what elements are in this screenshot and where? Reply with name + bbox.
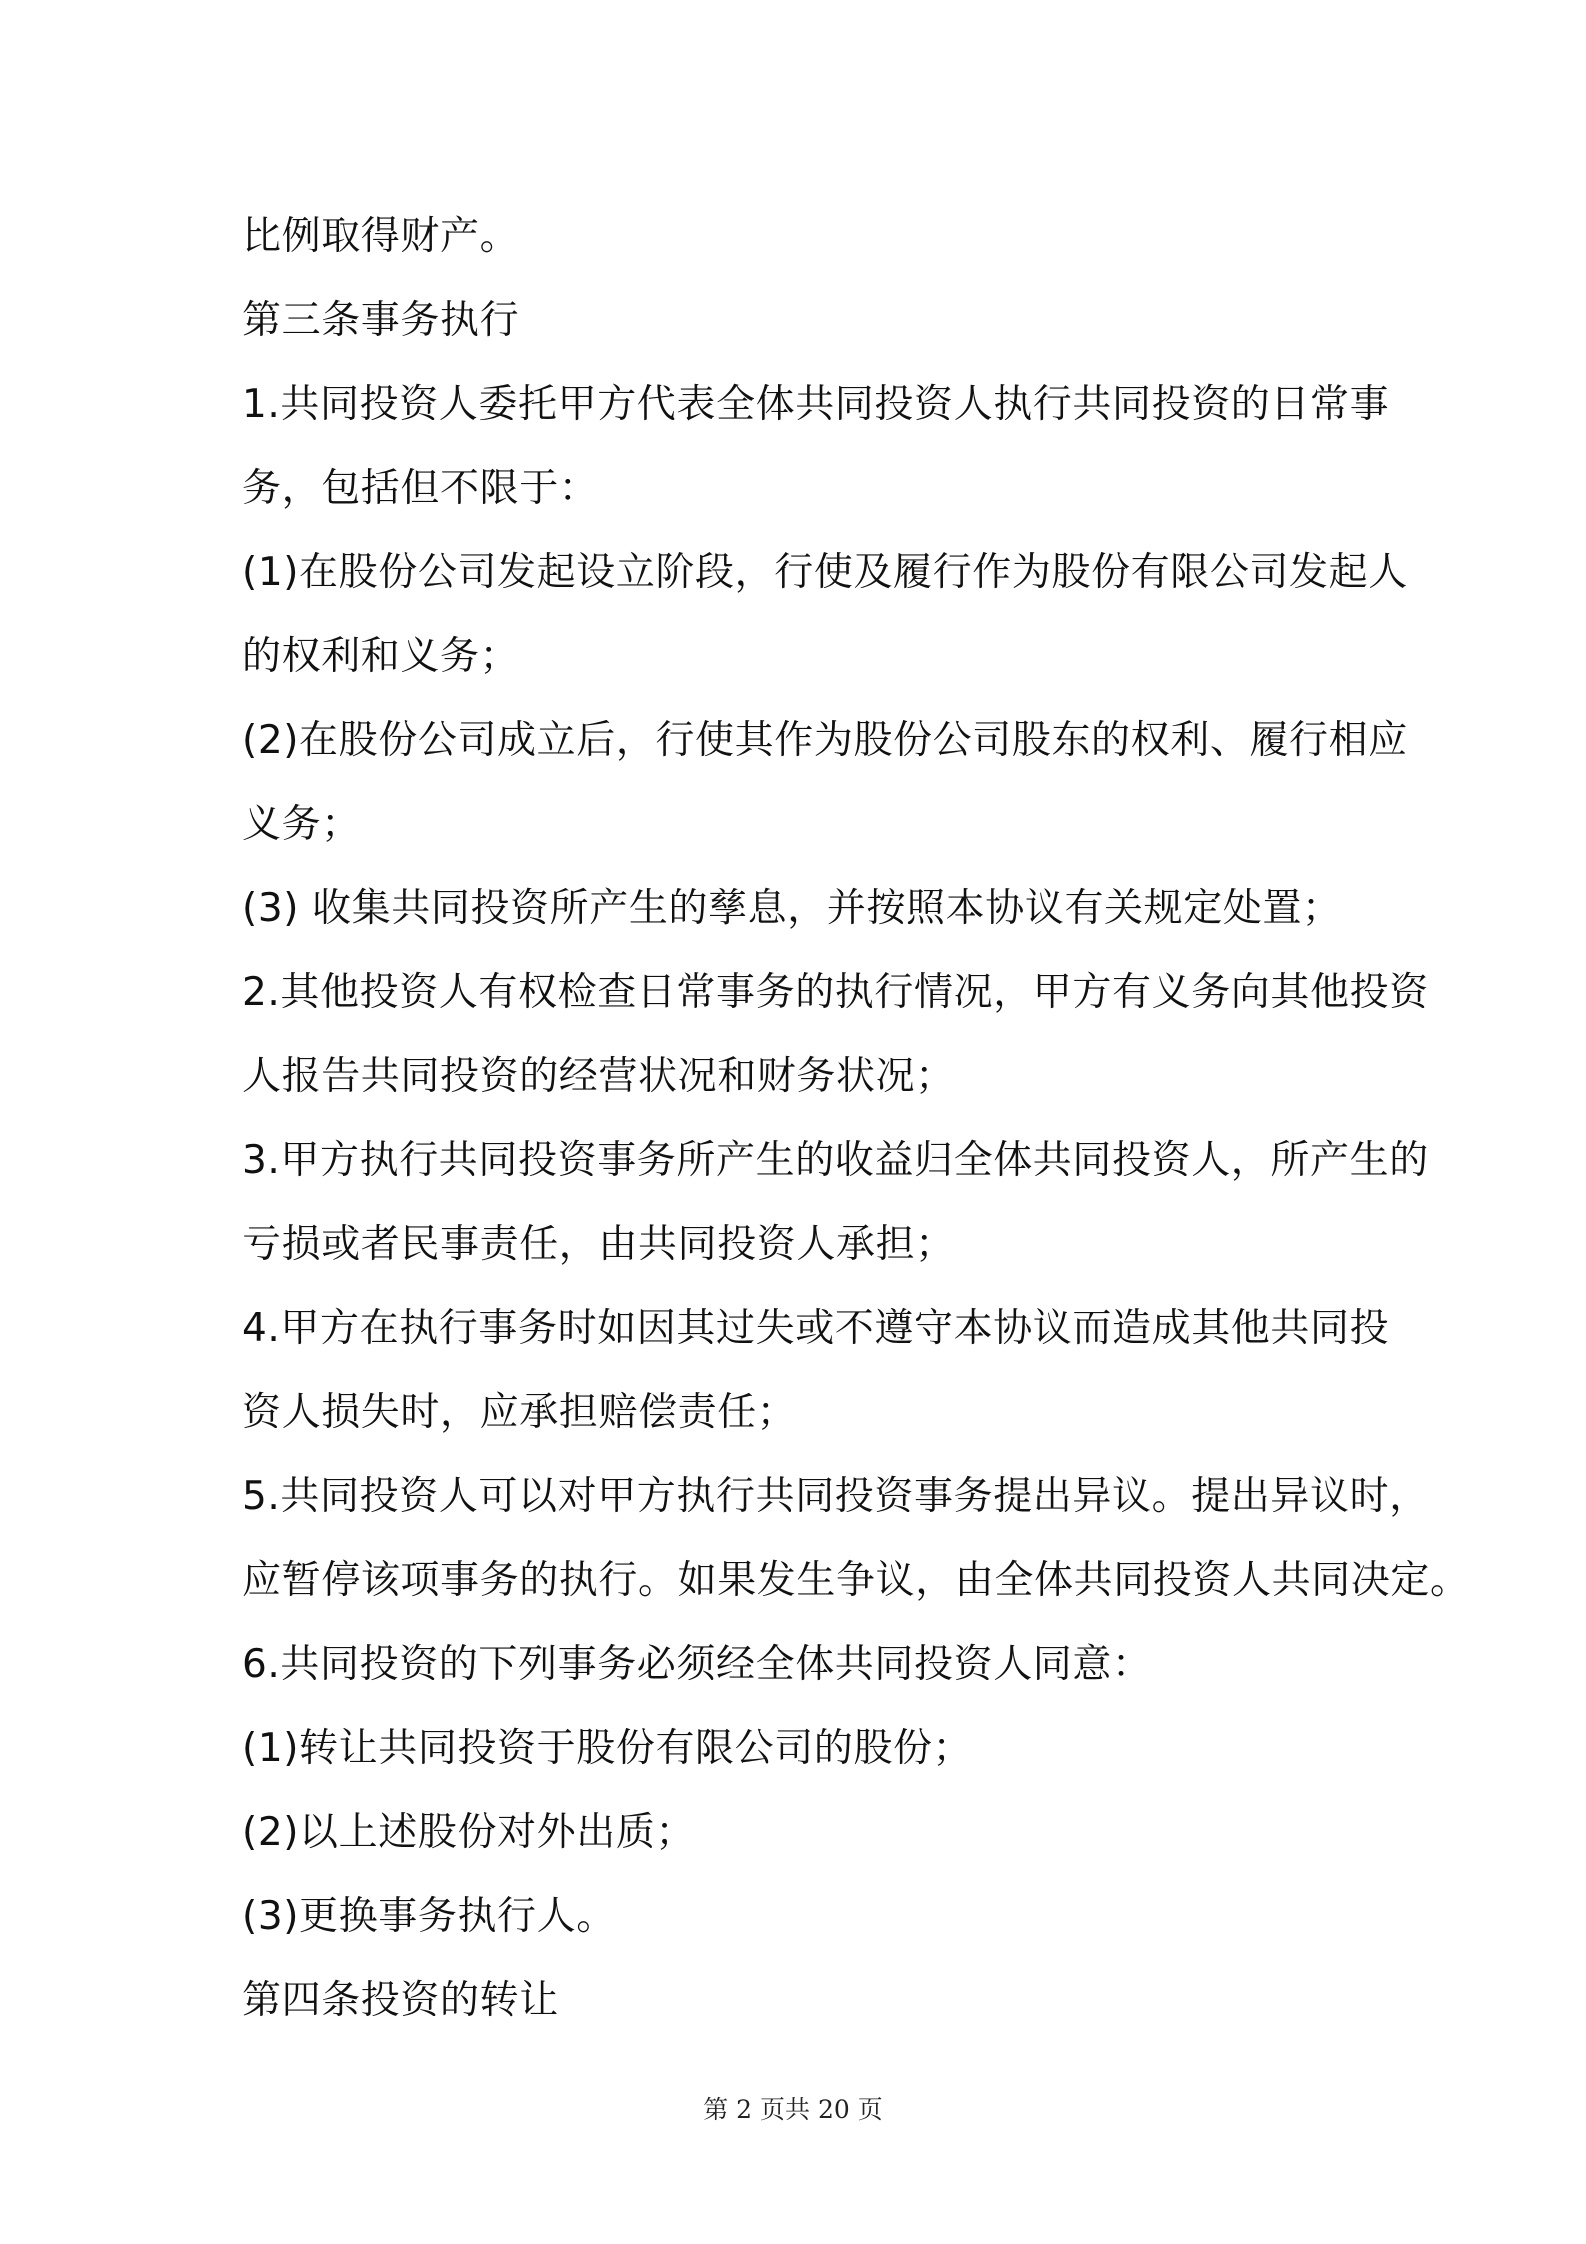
- document-body: [242, 195, 1470, 2043]
- text-line: 亏损或者民事责任，由共同投资人承担；: [242, 1222, 955, 1267]
- text-line: (1)转让共同投资于股份有限公司的股份；: [242, 1726, 973, 1771]
- text-line: 5.共同投资人可以对甲方执行共同投资事务提出异议。提出异议时，: [242, 1474, 1429, 1519]
- section-heading: 第四条投资的转让: [242, 1978, 559, 2023]
- text-line: (3)更换事务执行人。: [242, 1894, 616, 1939]
- text-line: 2.其他投资人有权检查日常事务的执行情况，甲方有义务向其他投资: [242, 970, 1429, 1015]
- text-line: 4.甲方在执行事务时如因其过失或不遵守本协议而造成其他共同投: [242, 1306, 1390, 1351]
- text-line: 义务；: [242, 802, 361, 847]
- text-line: 3.甲方执行共同投资事务所产生的收益归全体共同投资人，所产生的: [242, 1138, 1429, 1183]
- text-line: (3) 收集共同投资所产生的孳息，并按照本协议有关规定处置；: [242, 886, 1342, 931]
- text-line: 人报告共同投资的经营状况和财务状况；: [242, 1054, 955, 1099]
- text-line: 比例取得财产。: [242, 214, 520, 259]
- text-line: 1.共同投资人委托甲方代表全体共同投资人执行共同投资的日常事: [242, 382, 1390, 427]
- text-line: 6.共同投资的下列事务必须经全体共同投资人同意：: [242, 1642, 1152, 1687]
- text-line: 资人损失时，应承担赔偿责任；: [242, 1390, 797, 1435]
- section-heading: 第三条事务执行: [242, 298, 520, 343]
- text-line: (1)在股份公司发起设立阶段，行使及履行作为股份有限公司发起人: [242, 550, 1408, 595]
- text-line: (2)以上述股份对外出质；: [242, 1810, 696, 1855]
- text-line: 的权利和义务；: [242, 634, 520, 679]
- text-line: 应暂停该项事务的执行。如果发生争议，由全体共同投资人共同决定。: [242, 1558, 1470, 1603]
- text-line: 务，包括但不限于：: [242, 466, 599, 511]
- page-number-footer: 第 2 页共 20 页: [703, 2095, 883, 2124]
- text-line: (2)在股份公司成立后，行使其作为股份公司股东的权利、履行相应: [242, 718, 1408, 763]
